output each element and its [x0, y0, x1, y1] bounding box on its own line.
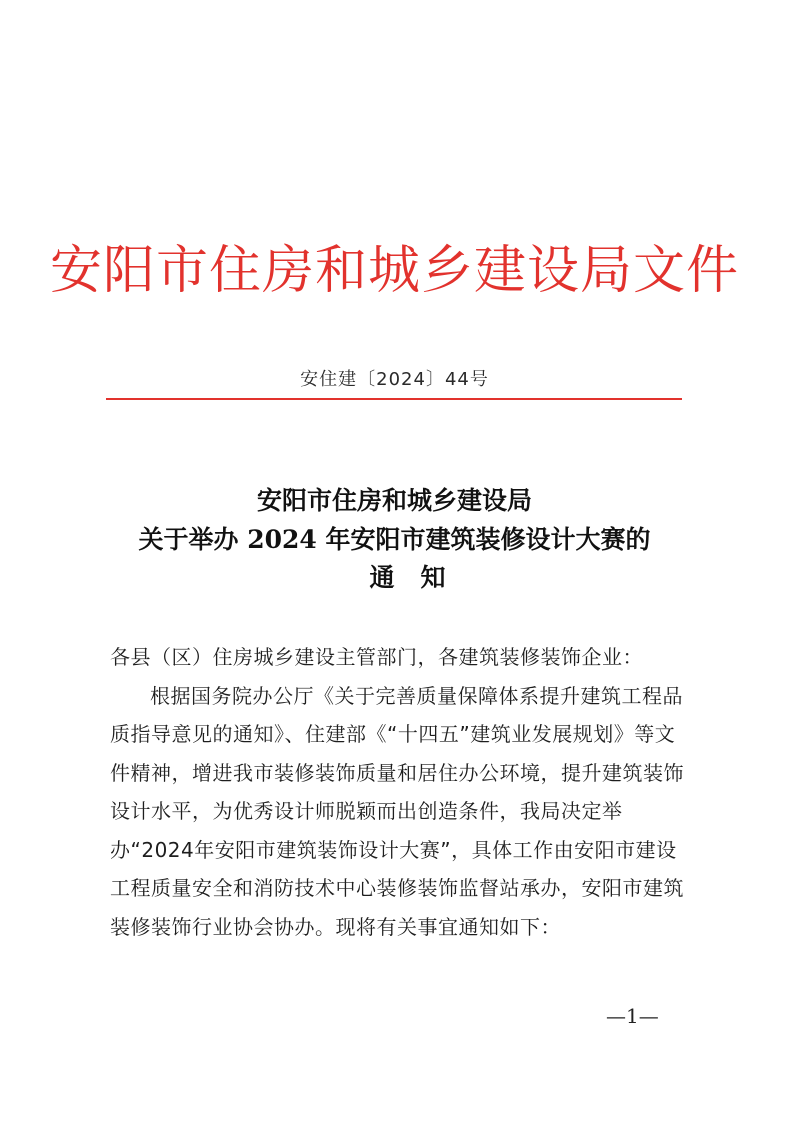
red-divider-line: [106, 398, 682, 400]
notice-title-line-2: 关于举办 2024 年安阳市建筑装修设计大赛的: [138, 525, 651, 554]
notice-title-line-1: 安阳市住房和城乡建设局: [256, 486, 532, 515]
document-body: [110, 638, 686, 946]
agency-header-title: 安阳市住房和城乡建设局文件: [49, 241, 739, 301]
notice-title-line-3: 通知: [369, 563, 472, 592]
document-number: 安住建〔2024〕44号: [300, 369, 489, 390]
body-paragraph: 根据国务院办公厅《关于完善质量保障体系提升建筑工程品质指导意见的通知》、住建部《“十四五”建筑业发展规划》等文件精神，增进我市装修装饰质量和居住办公环境，提升建筑装饰设计水平，为优秀设计师脱颖而出创造条件，我局决定举办“2024年安阳市建筑装饰设计大赛”，具体工作由安阳市建设工程质量安全和消防技术中心装修装饰监督站承办，安阳市建筑装修装饰行业协会协办。现将有关事宜通知如下：: [110, 683, 684, 939]
page-number: —1—: [606, 1004, 659, 1028]
salutation: 各县（区）住房城乡建设主管部门，各建筑装修装饰企业：: [110, 645, 643, 669]
